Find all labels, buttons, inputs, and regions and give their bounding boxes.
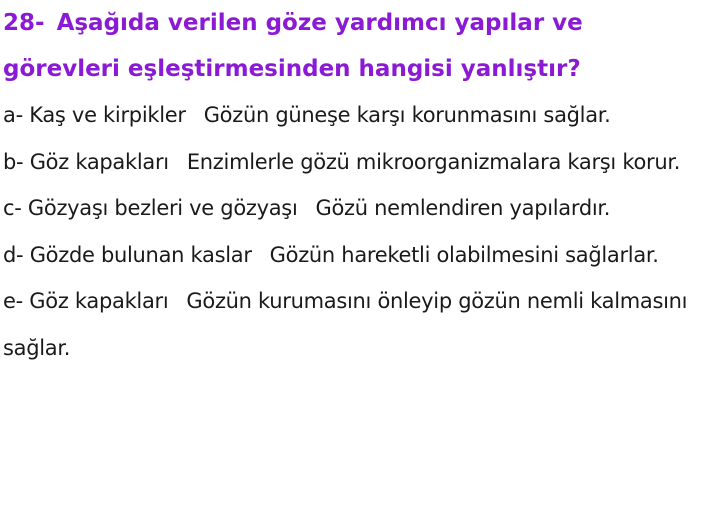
option-structure: Kaş ve kirpikler: [29, 103, 186, 127]
question-text-line-1: Aşağıda verilen göze yardımcı yapılar ve: [56, 10, 583, 36]
option-structure: Göz kapakları: [29, 149, 169, 174]
question-prompt: [3, 0, 716, 92]
option-b[interactable]: [3, 139, 716, 186]
question-text-line-2: görevleri eşleştirmesinden hangisi yanlıştır?: [3, 56, 581, 82]
option-letter: e-: [3, 289, 23, 313]
option-function: Enzimlerle gözü mikroorganizmalara karşı korur.: [186, 149, 681, 174]
option-function: Gözün hareketli olabilmesini sağlarlar.: [269, 242, 659, 267]
option-letter: a-: [3, 103, 23, 127]
option-function: Gözün güneşe karşı korunmasını sağlar.: [203, 103, 611, 127]
option-d[interactable]: [3, 232, 716, 279]
option-function: Gözün kurumasını önleyip gözün nemli kalmasını sağlar.: [3, 289, 688, 360]
question-number: 28-: [3, 10, 45, 36]
option-function: Gözü nemlendiren yapılardır.: [315, 196, 611, 220]
option-letter: b-: [3, 149, 24, 174]
option-structure: Gözyaşı bezleri ve gözyaşı: [27, 196, 298, 220]
option-letter: d-: [3, 242, 24, 267]
option-structure: Gözde bulunan kaslar: [29, 242, 252, 267]
option-e[interactable]: [3, 278, 716, 371]
option-letter: c-: [3, 196, 22, 220]
option-c[interactable]: [3, 185, 716, 232]
option-structure: Göz kapakları: [29, 289, 169, 313]
option-a[interactable]: [3, 92, 716, 139]
question-line-1: [3, 0, 716, 46]
